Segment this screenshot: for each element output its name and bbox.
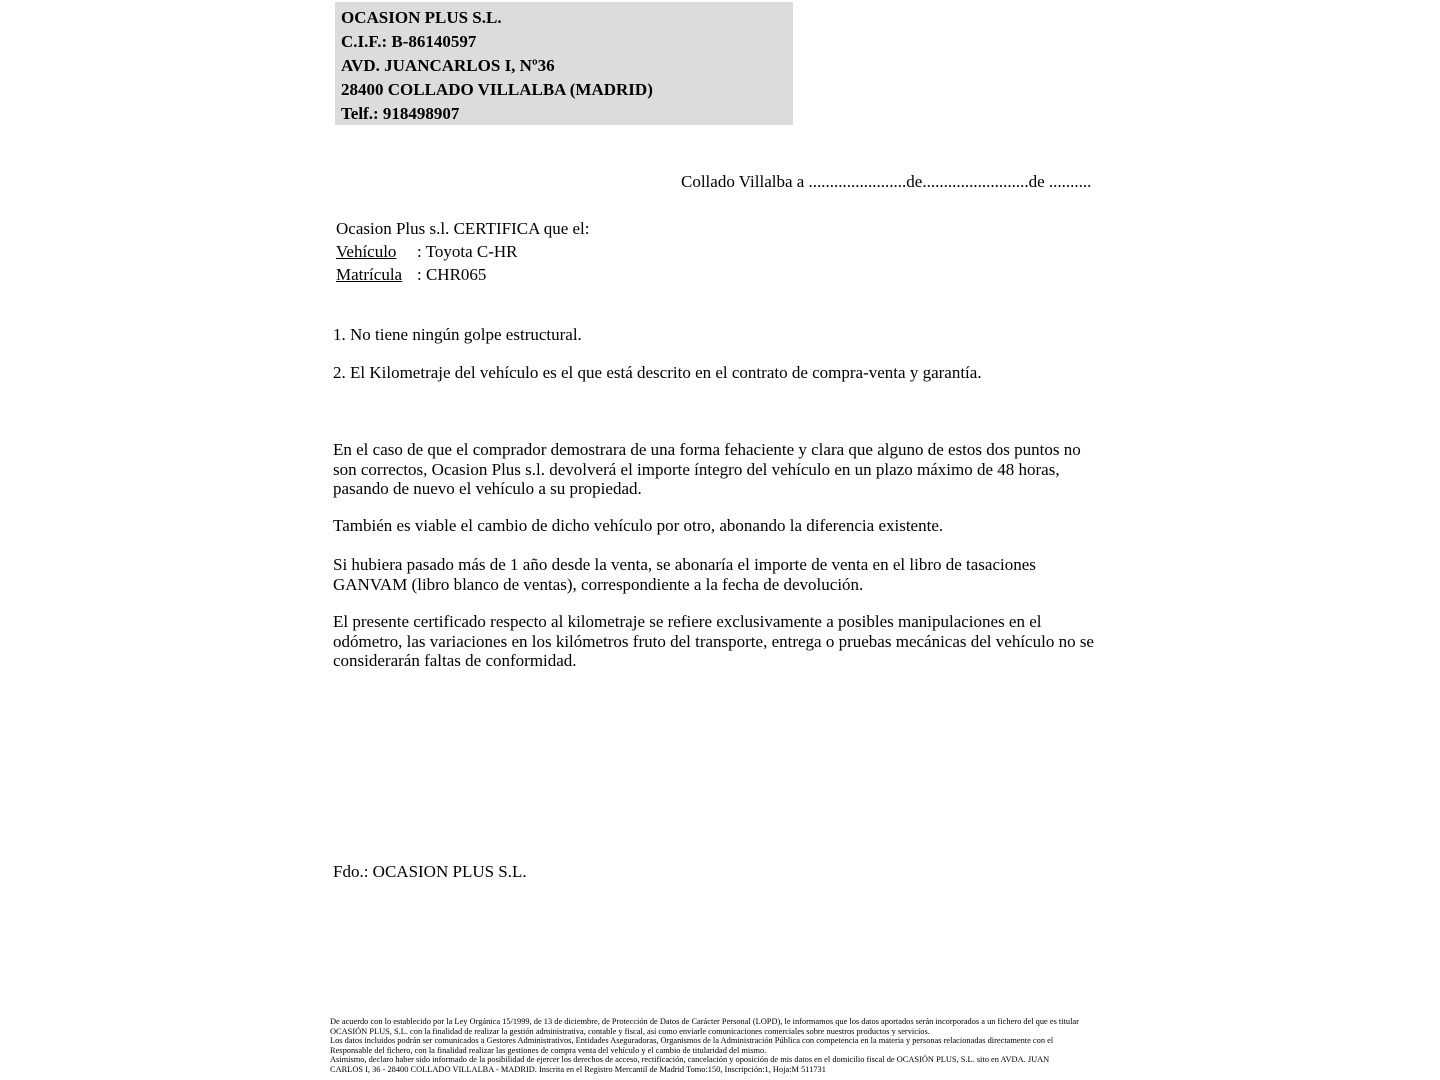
plate-label: Matrícula xyxy=(336,265,403,284)
certified-point-2: 2. El Kilometraje del vehículo es el que está descrito en el contrato de compra-venta y garantía. xyxy=(333,363,982,382)
company-cif: C.I.F.: B-86140597 xyxy=(341,32,477,51)
legal-footer-line-4: Responsable del fichero, con la finalidad realizar las gestiones de compra venta del vehículo y el cambio de titularidad del mismo. xyxy=(330,1045,767,1055)
certification-block xyxy=(336,217,590,286)
paragraph-odometer-disclaimer: El presente certificado respecto al kilometraje se refiere exclusivamente a posibles manipulaciones en el odómetro, las variaciones en los kilómetros fruto del transporte, entrega o pruebas mecánicas del vehículo no se considerarán faltas de conformidad. xyxy=(333,612,1094,670)
legal-footer xyxy=(330,1017,1079,1075)
company-city: 28400 COLLADO VILLALBA (MADRID) xyxy=(341,80,653,99)
legal-footer-line-6: CARLOS I, 36 - 28400 COLLADO VILLALBA - MADRID. Inscrita en el Registro Mercantil de Madrid Tomo:150, Inscripción:1, Hoja:M 511731 xyxy=(330,1064,826,1074)
company-name: OCASION PLUS S.L. xyxy=(341,8,502,27)
paragraph-ganvam-valuation: Si hubiera pasado más de 1 año desde la venta, se abonaría el importe de venta en el libro de tasaciones GANVAM (libro blanco de ventas), correspondiente a la fecha de devolución. xyxy=(333,555,1036,594)
certifies-intro: Ocasion Plus s.l. CERTIFICA que el: xyxy=(336,219,590,238)
company-header-block xyxy=(335,2,793,125)
legal-footer-line-2: OCASIÓN PLUS, S.L. con la finalidad de realizar la gestión administrativa, contable y fiscal, así como enviarle comunicaciones comerciales sobre nuestros productos y servicios. xyxy=(330,1026,930,1036)
legal-footer-line-3: Los datos incluidos podrán ser comunicados a Gestores Administrativos, Entidades Aseguradoras, Organismos de la Administración Pública con competencia en la materia y personas relacionadas directamente con el xyxy=(330,1036,1054,1046)
paragraph-vehicle-exchange: También es viable el cambio de dicho vehículo por otro, abonando la diferencia existente. xyxy=(333,516,944,535)
plate-row xyxy=(336,263,590,286)
date-line: Collado Villalba a .......................de.........................de .......... xyxy=(681,172,1092,191)
vehicle-value: : Toyota C-HR xyxy=(417,242,518,261)
legal-footer-line-5: Asimismo, declaro haber sido informado de la posibilidad de ejercer los derechos de acceso, rectificación, cancelación y oposición de mis datos en el domicilio fiscal de OCASIÓN PLUS, S.L. sito en AVDA. JUAN xyxy=(330,1055,1050,1065)
company-address: AVD. JUANCARLOS I, Nº36 xyxy=(341,56,555,75)
company-phone: Telf.: 918498907 xyxy=(341,104,460,123)
paragraph-refund-conditions: En el caso de que el comprador demostrara de una forma fehaciente y clara que alguno de estos dos puntos no son correctos, Ocasion Plus s.l. devolverá el importe íntegro del vehículo en un plazo máximo de 48 horas, pasando de nuevo el vehículo a su propiedad. xyxy=(333,440,1081,498)
plate-value: : CHR065 xyxy=(417,265,487,284)
vehicle-label: Vehículo xyxy=(336,242,397,261)
legal-footer-line-1: De acuerdo con lo establecido por la Ley Orgánica 15/1999, de 13 de diciembre, de Protección de Datos de Carácter Personal (LOPD), le informamos que los datos aportados serán incorporados a un fichero del que es titular xyxy=(330,1017,1079,1026)
vehicle-row xyxy=(336,240,590,263)
certified-point-1: 1. No tiene ningún golpe estructural. xyxy=(333,325,582,344)
signature-line: Fdo.: OCASION PLUS S.L. xyxy=(333,862,527,881)
